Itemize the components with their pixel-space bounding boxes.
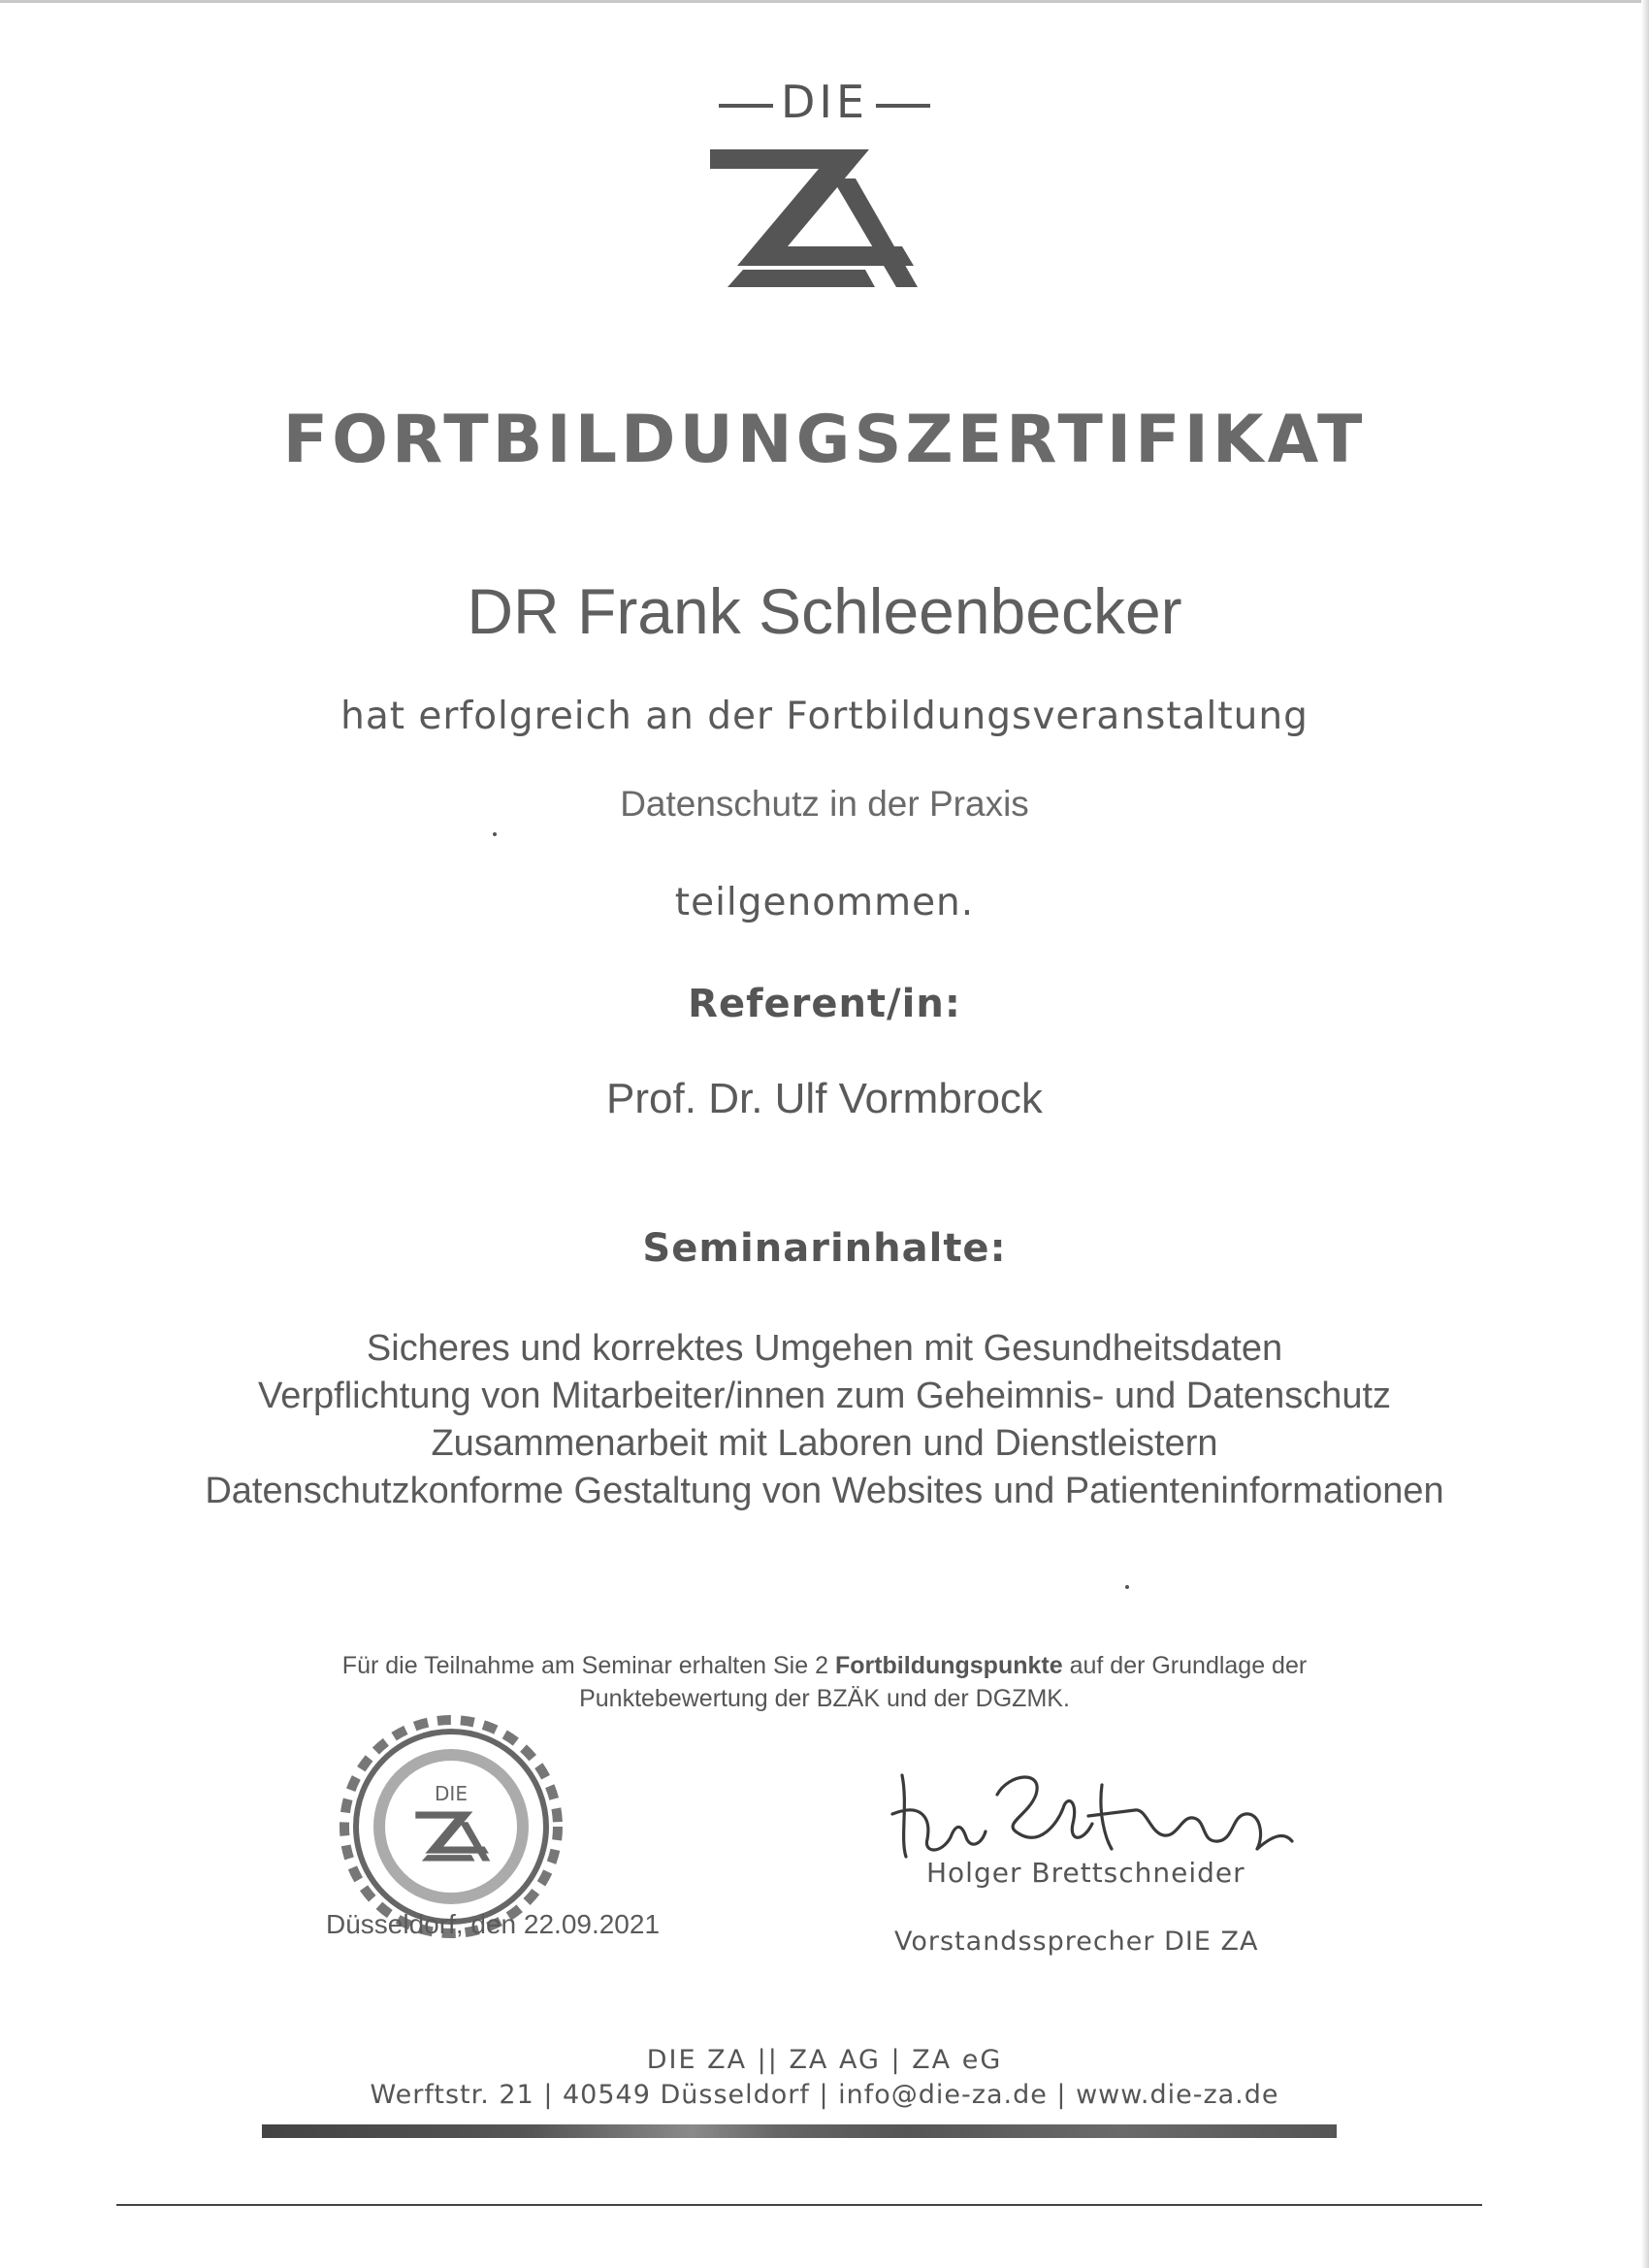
- footer-company-line: DIE ZA || ZA AG | ZA eG: [646, 2045, 1003, 2075]
- referent-name: Prof. Dr. Ulf Vormbrock: [606, 1075, 1043, 1122]
- signer-name: Holger Brettschneider: [926, 1857, 1245, 1889]
- intro-line: hat erfolgreich an der Fortbildungsveranstaltung: [340, 695, 1309, 738]
- seal-die-text: DIE: [435, 1782, 468, 1805]
- logo-za-icon: [698, 146, 922, 291]
- seminar-item: Datenschutzkonforme Gestaltung von Websites und Patienteninformationen: [205, 1471, 1444, 1511]
- certificate-title: FORTBILDUNGSZERTIFIKAT: [282, 402, 1367, 478]
- points-note: [0, 1649, 1649, 1715]
- seminar-heading: Seminarinhalte:: [642, 1226, 1007, 1271]
- points-note-line-2: Punktebewertung der BZÄK und der DGZMK.: [579, 1685, 1070, 1712]
- scan-edge-right: [1641, 0, 1649, 2268]
- points-note-line-1: [0, 1649, 1649, 1682]
- logo-die-text: DIE: [0, 76, 1649, 128]
- scan-speck: [1125, 1585, 1129, 1589]
- points-note-bold: Fortbildungspunkte: [834, 1652, 1063, 1679]
- seminar-content-list: [0, 1325, 1649, 1515]
- scan-edge-top: [0, 0, 1649, 3]
- seminar-item: Sicheres und korrektes Umgehen mit Gesundheitsdaten: [366, 1328, 1283, 1369]
- participant-name: DR Frank Schleenbecker: [467, 575, 1182, 647]
- referent-heading: Referent/in:: [688, 982, 961, 1026]
- scan-speck: [493, 832, 497, 836]
- seminar-item: Zusammenarbeit mit Laboren und Dienstleistern: [431, 1423, 1218, 1464]
- footer-address-line: Werftstr. 21 | 40549 Düsseldorf | info@die-za.de | www.die-za.de: [370, 2080, 1279, 2110]
- signer-role: Vorstandssprecher DIE ZA: [894, 1927, 1259, 1957]
- place-date: Düsseldorf, den 22.09.2021: [326, 1909, 661, 1939]
- handwritten-signature: [873, 1756, 1300, 1872]
- course-title: Datenschutz in der Praxis: [620, 784, 1029, 824]
- participated-line: teilgenommen.: [674, 881, 975, 924]
- points-note-text: Für die Teilnahme am Seminar erhalten Sie 2: [341, 1652, 835, 1679]
- seminar-item: Verpflichtung von Mitarbeiter/innen zum Geheimnis- und Datenschutz: [257, 1376, 1392, 1416]
- footer-bar: [262, 2124, 1337, 2138]
- bottom-rule: [116, 2204, 1482, 2206]
- points-note-text: auf der Grundlage der: [1062, 1652, 1308, 1679]
